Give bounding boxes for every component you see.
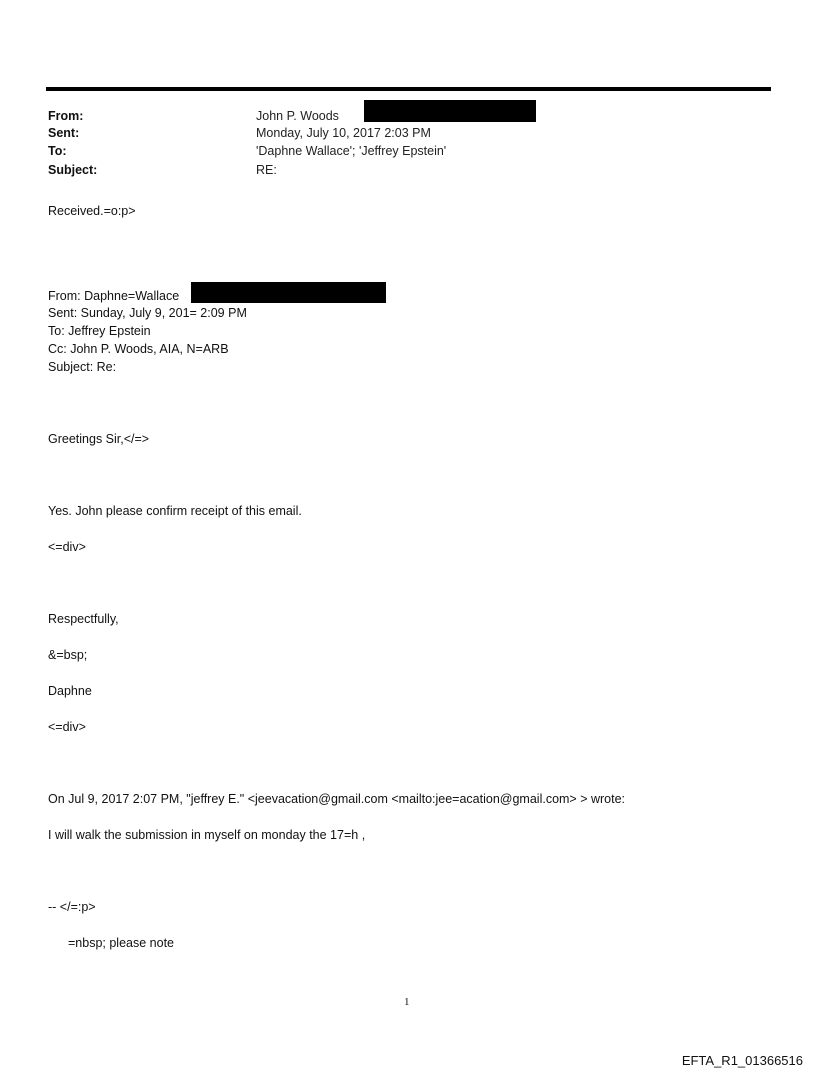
- body-line: =nbsp; please note: [68, 936, 174, 950]
- body-line: <=div>: [48, 540, 86, 554]
- from-value: John P. Woods: [256, 109, 339, 123]
- quoted-sent: Sent: Sunday, July 9, 201= 2:09 PM: [48, 306, 247, 320]
- page-number: 1: [404, 996, 410, 1008]
- body-line: Respectfully,: [48, 612, 119, 626]
- subject-label: Subject:: [48, 163, 98, 177]
- from-label: From:: [48, 109, 84, 123]
- redaction-box: [191, 282, 386, 303]
- header-rule: [46, 87, 771, 91]
- quoted-cc: Cc: John P. Woods, AIA, N=ARB: [48, 342, 229, 356]
- sent-value: Monday, July 10, 2017 2:03 PM: [256, 126, 431, 140]
- redaction-box: [364, 100, 536, 122]
- quoted-subject: Subject: Re:: [48, 360, 117, 374]
- body-line: I will walk the submission in myself on monday the 17=h ,: [48, 828, 366, 842]
- quoted-from: From: Daphne=Wallace: [48, 289, 180, 303]
- body-line: On Jul 9, 2017 2:07 PM, "jeffrey E." <jeevacation@gmail.com <mailto:jee=acation@gmail.com> > wrote:: [48, 792, 626, 806]
- subject-value: RE:: [256, 163, 277, 177]
- quoted-to: To: Jeffrey Epstein: [48, 324, 151, 338]
- sent-label: Sent:: [48, 126, 80, 140]
- body-line: <=div>: [48, 720, 86, 734]
- to-label: To:: [48, 144, 67, 158]
- body-line: &=bsp;: [48, 648, 88, 662]
- body-line: Greetings Sir,</=>: [48, 432, 150, 446]
- reply-text: Received.=o:p>: [48, 204, 136, 218]
- bates-number: EFTA_R1_01366516: [681, 1053, 803, 1068]
- body-line: -- </=:p>: [48, 900, 96, 914]
- body-line: Yes. John please confirm receipt of this email.: [48, 504, 302, 518]
- to-value: 'Daphne Wallace'; 'Jeffrey Epstein': [256, 144, 447, 158]
- body-line: Daphne: [48, 684, 92, 698]
